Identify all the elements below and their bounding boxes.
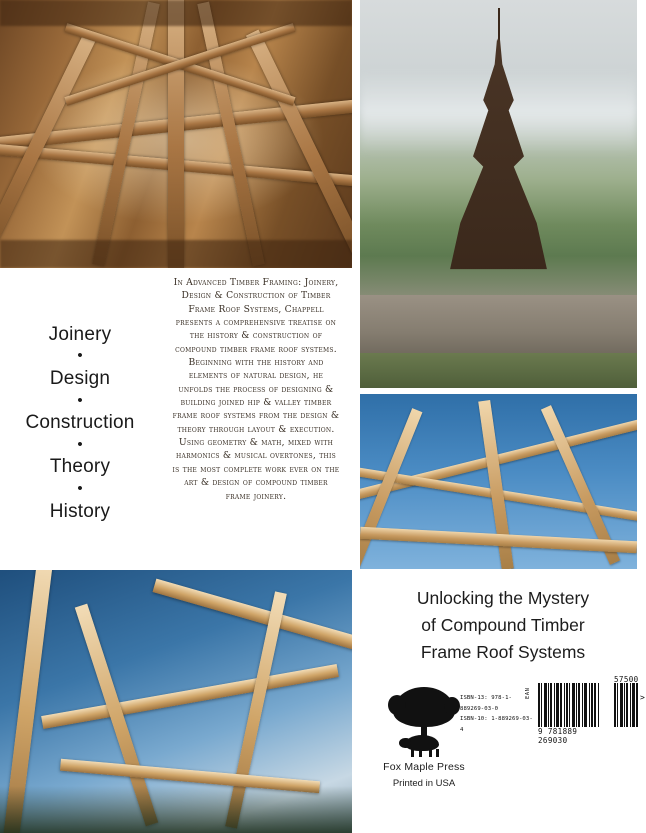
ean-label: EAN bbox=[525, 687, 531, 699]
stone-wall bbox=[360, 295, 637, 357]
timber-trusses-sky-photo bbox=[360, 394, 637, 569]
print-origin: Printed in USA bbox=[392, 778, 456, 789]
sheep-icon bbox=[399, 733, 447, 757]
keyword-construction: Construction bbox=[25, 412, 135, 434]
back-cover-info-panel bbox=[360, 575, 646, 833]
keyword-joinery: Joinery bbox=[48, 323, 112, 345]
subtitle-line-3: Frame Roof Systems bbox=[420, 642, 586, 663]
price-suffix: > bbox=[640, 693, 645, 702]
keyword-history: History bbox=[49, 500, 111, 522]
isbn10-value: 1-889269-03-4 bbox=[460, 716, 533, 733]
keyword-separator-1: • bbox=[77, 347, 83, 365]
price-barcode bbox=[614, 683, 640, 727]
keyword-list bbox=[0, 268, 160, 570]
isbn10-label: ISBN-10: bbox=[460, 716, 488, 723]
isbn10-line bbox=[460, 714, 536, 735]
keyword-design: Design bbox=[49, 367, 111, 389]
isbn13-value: 978-1-889269-03-0 bbox=[460, 695, 513, 712]
keyword-theory: Theory bbox=[49, 456, 111, 478]
keyword-separator-3: • bbox=[77, 435, 83, 453]
isbn-block bbox=[460, 693, 536, 736]
price-code: 57500 bbox=[614, 675, 639, 684]
keyword-separator-4: • bbox=[77, 480, 83, 498]
isbn-barcode bbox=[538, 683, 604, 727]
tree-and-sheep-logo bbox=[385, 687, 463, 759]
stave-church-photo bbox=[360, 0, 637, 388]
timber-roof-interior-photo bbox=[0, 0, 352, 268]
isbn13-label: ISBN-13: bbox=[460, 695, 488, 701]
back-cover-blurb: In Advanced Timber Framing: Joinery, Design & Construction of Timber Frame Roof Systems, Chappell presents a comprehensive treatise on the history & construction of compound timber frame roof systems. Beginning with the history and elements of natural design, he unfolds the process of designing & building joined hip & valley timber frame roof systems from the design & theory through layout & execution. Using geometry & math, mixed with harmonics & musical overtones, this is the most complete work ever on the art & design of compound timber frame joinery. bbox=[160, 268, 352, 570]
timber-frame-low-angle-photo bbox=[0, 570, 352, 833]
barcode-digits: 9 781889 269030 bbox=[538, 727, 578, 745]
subtitle bbox=[360, 585, 646, 666]
subtitle-line-2: of Compound Timber bbox=[421, 615, 585, 636]
keyword-separator-2: • bbox=[77, 391, 83, 409]
grass-foreground bbox=[360, 353, 637, 388]
tree-line bbox=[0, 786, 352, 833]
publisher-name: Fox Maple Press bbox=[383, 761, 465, 773]
subtitle-line-1: Unlocking the Mystery bbox=[416, 588, 590, 608]
